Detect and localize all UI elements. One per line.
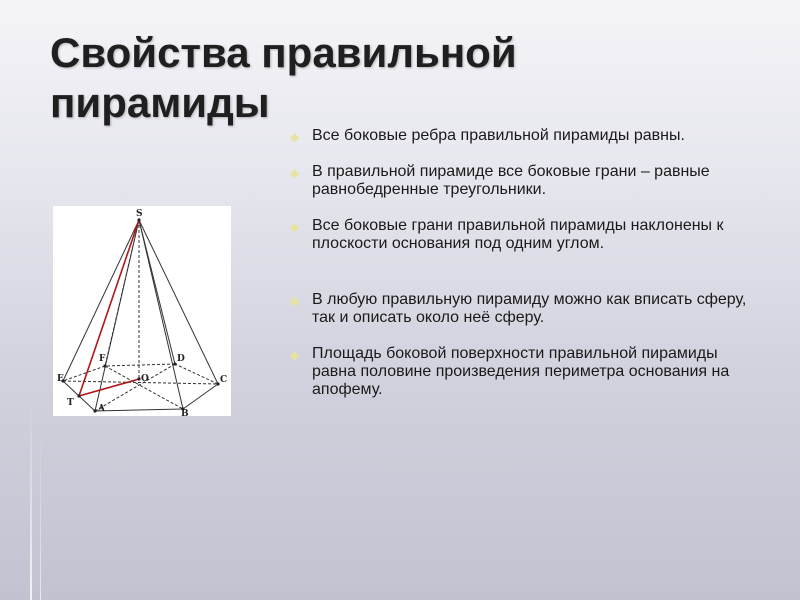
list-item <box>290 163 760 199</box>
label-o: O <box>141 374 149 384</box>
list-item <box>290 291 760 327</box>
base-hexagon <box>63 364 218 411</box>
decorative-line <box>40 430 41 600</box>
list-item-text: Все боковые ребра правильной пирамиды равны. <box>312 127 685 144</box>
diamond-bullet-icon: ◆ <box>290 294 300 308</box>
apothem-st <box>79 220 139 396</box>
list-item <box>290 217 760 253</box>
label-a: A <box>98 404 105 414</box>
label-f: F <box>99 354 106 364</box>
pyramid-diagram <box>53 206 231 416</box>
list-item <box>290 345 760 399</box>
slide-title: Свойства правильной пирамиды <box>50 29 517 126</box>
diamond-bullet-icon: ◆ <box>290 220 300 234</box>
property-list <box>290 127 760 399</box>
label-e: E <box>57 374 64 384</box>
label-s: S <box>136 209 143 219</box>
base-edge-ab <box>95 409 183 411</box>
base-edge-df <box>105 364 175 366</box>
apothem-highlight <box>79 220 139 396</box>
diamond-bullet-icon: ◆ <box>290 130 300 144</box>
list-item-text: В правильной пирамиде все боковые грани – равные равнобедренные треугольники. <box>312 163 710 198</box>
label-c: C <box>220 375 228 385</box>
list-item-text: В любую правильную пирамиду можно как вписать сферу, так и описать около неё сферу. <box>312 291 747 326</box>
label-b: B <box>181 409 189 416</box>
base-edge-cd <box>175 364 218 384</box>
list-item-text: Все боковые грани правильной пирамиды наклонены к плоскости основания под одним углом. <box>312 217 724 252</box>
diamond-bullet-icon: ◆ <box>290 348 300 362</box>
decorative-line <box>30 400 32 600</box>
label-t: T <box>67 398 74 408</box>
pyramid-figure <box>53 206 231 416</box>
edge-sa <box>95 220 139 411</box>
list-item <box>290 127 760 145</box>
list-item-text: Площадь боковой поверхности правильной пирамиды равна половине произведения периметра основания на апофему. <box>312 345 730 398</box>
diamond-bullet-icon: ◆ <box>290 166 300 180</box>
label-d: D <box>177 354 185 364</box>
diagonal-fb <box>105 366 183 409</box>
base-edge-bc <box>183 384 218 409</box>
